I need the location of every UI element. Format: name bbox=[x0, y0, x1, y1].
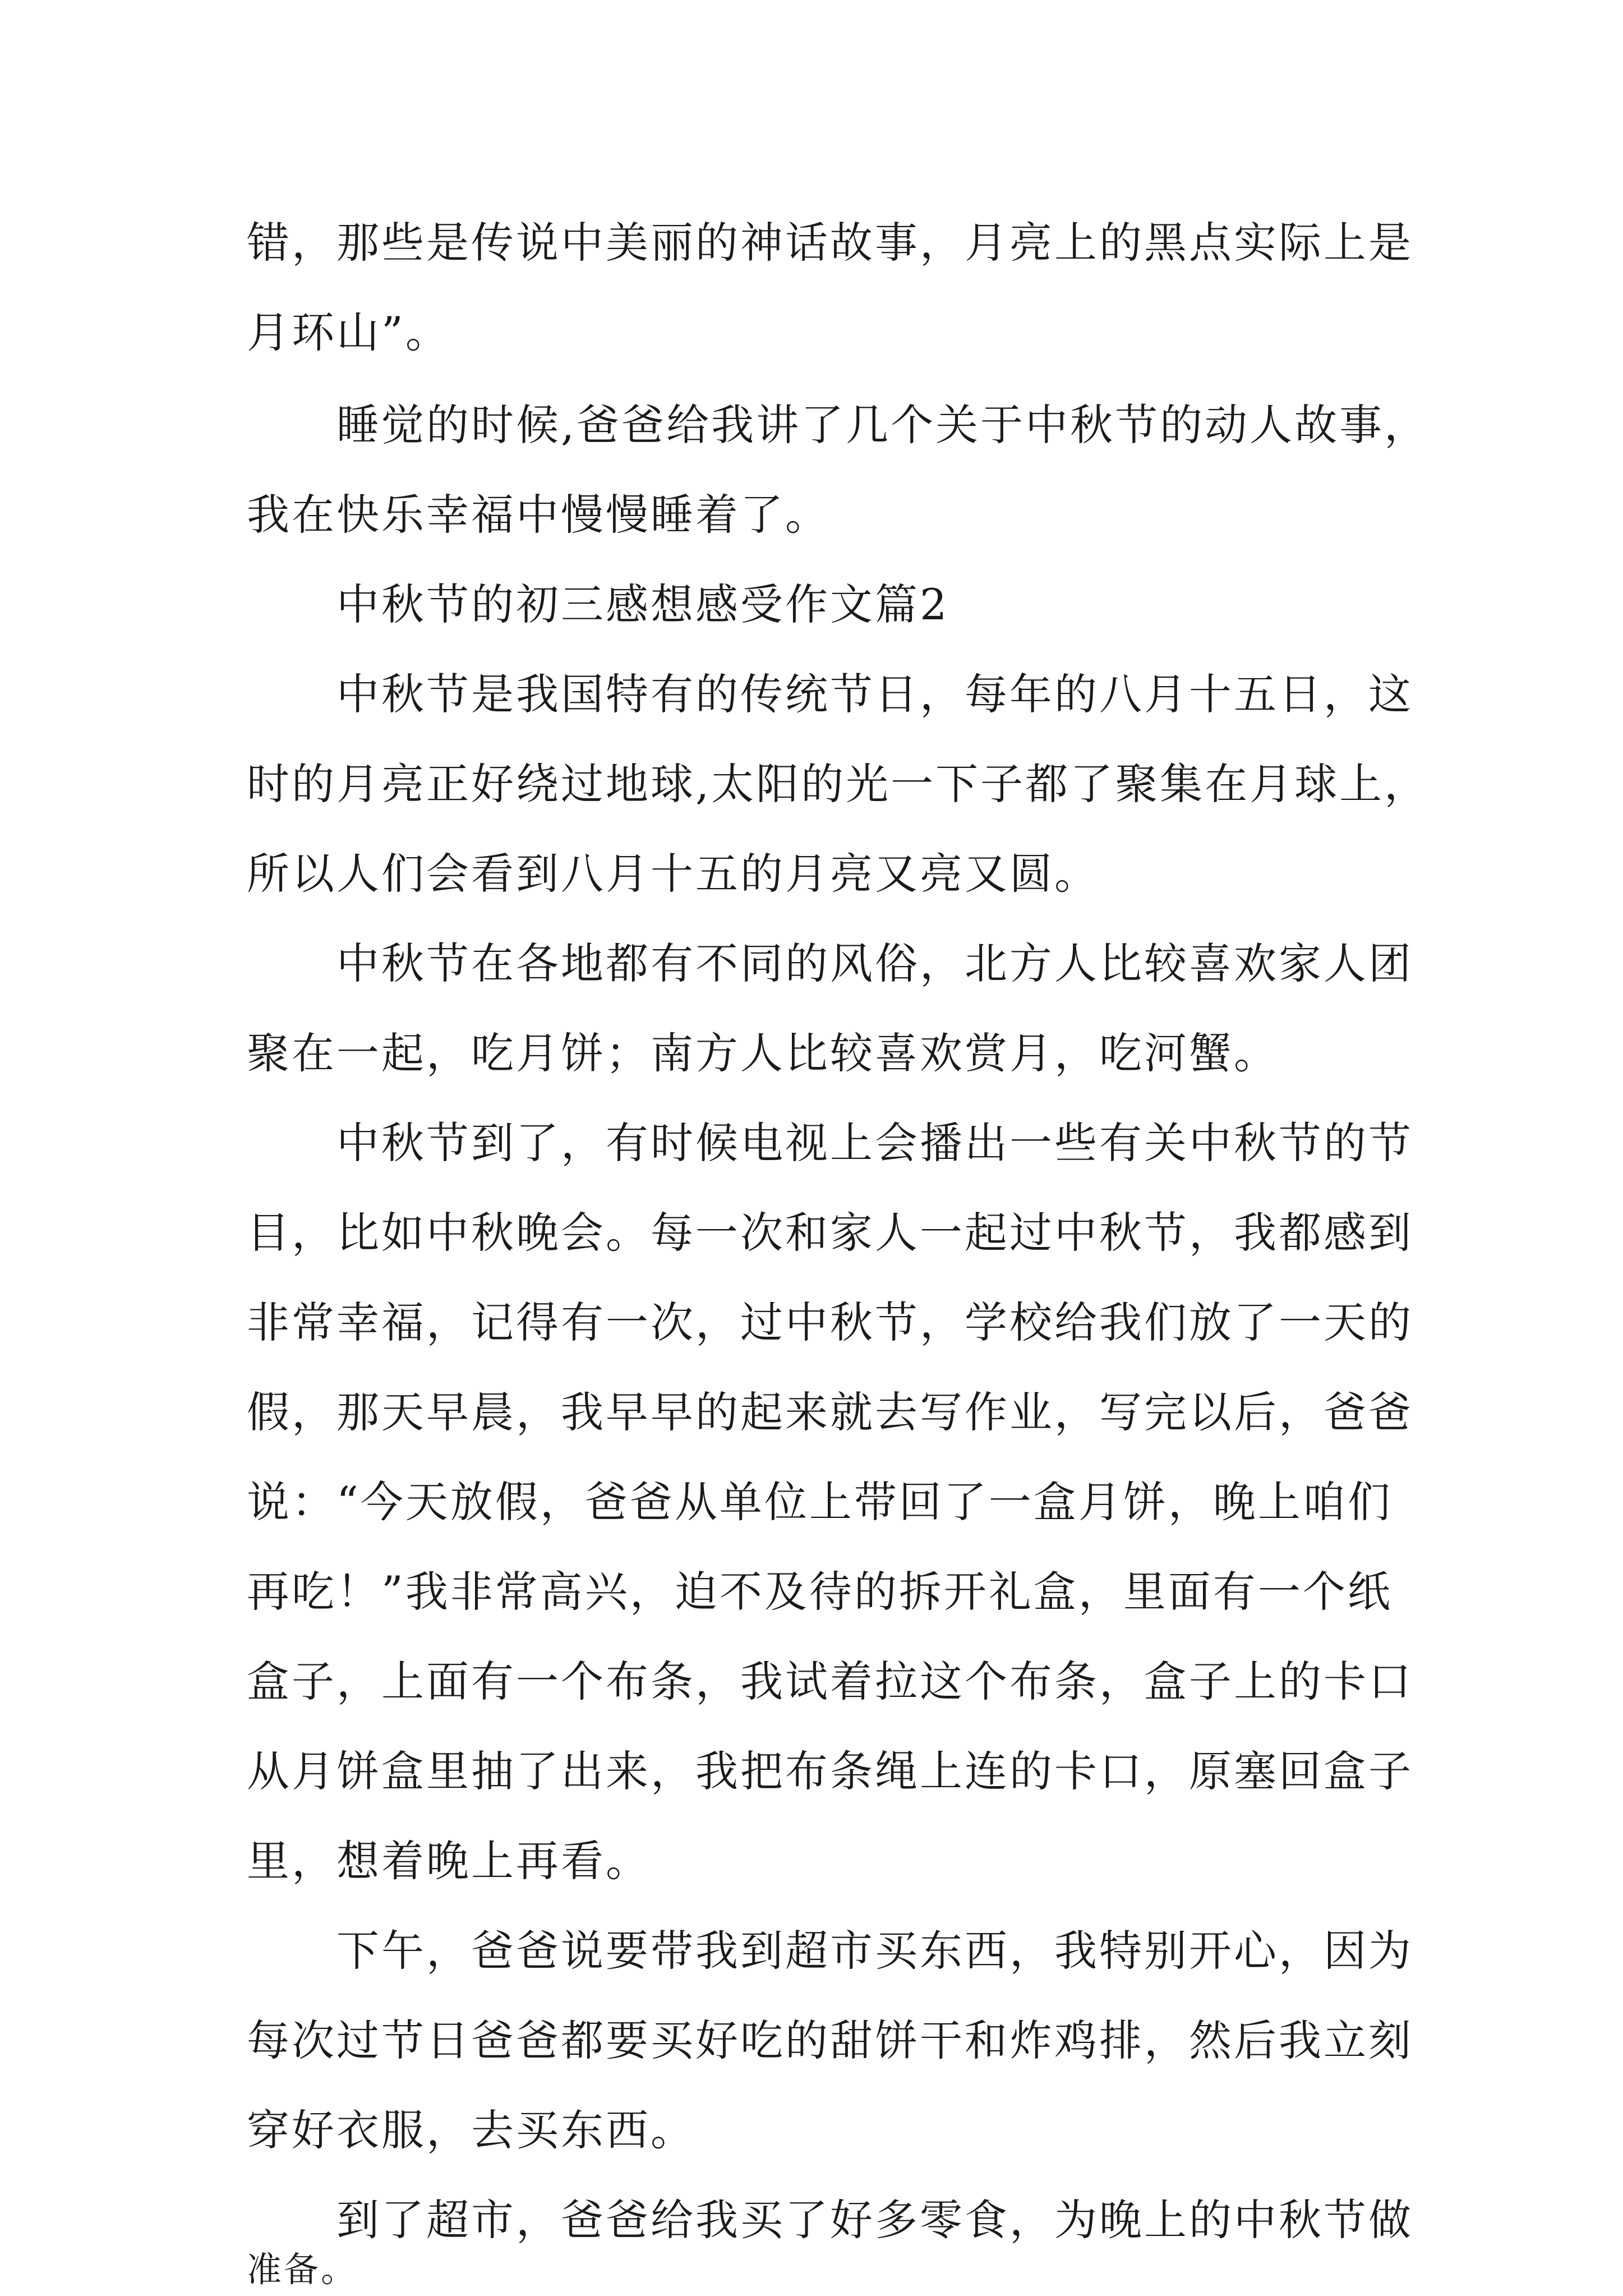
text-line: 穿好衣服，去买东西。 bbox=[247, 2105, 695, 2155]
text-line: 月环山”。 bbox=[247, 307, 450, 357]
paragraph-first-line: 中秋节是我国特有的传统节日，每年的八月十五日，这 bbox=[336, 669, 1413, 719]
text-line: 我在快乐幸福中慢慢睡着了。 bbox=[247, 490, 830, 540]
paragraph-first-line: 中秋节在各地都有不同的风俗，北方人比较喜欢家人团 bbox=[336, 938, 1413, 988]
paragraph-first-line: 下午，爸爸说要带我到超市买东西，我特别开心，因为 bbox=[336, 1926, 1413, 1976]
text-line: 所以人们会看到八月十五的月亮又亮又圆。 bbox=[247, 849, 1099, 899]
paragraph-first-line: 睡觉的时候,爸爸给我讲了几个关于中秋节的动人故事， bbox=[336, 400, 1430, 450]
text-line: 非常幸福，记得有一次，过中秋节，学校给我们放了一天的 bbox=[247, 1297, 1413, 1347]
text-line: 错，那些是传说中美丽的神话故事，月亮上的黑点实际上是 bbox=[247, 218, 1413, 268]
paragraph-first-line: 中秋节到了，有时候电视上会播出一些有关中秋节的节 bbox=[336, 1118, 1413, 1168]
text-line: 再吃！”我非常高兴，迫不及待的拆开礼盒，里面有一个纸 bbox=[247, 1567, 1393, 1617]
text-line: 从月饼盒里抽了出来，我把布条绳上连的卡口，原塞回盒子 bbox=[247, 1746, 1413, 1796]
paragraph-first-line: 到了超市，爸爸给我买了好多零食，为晚上的中秋节做 bbox=[336, 2195, 1413, 2245]
text-line: 聚在一起，吃月饼；南方人比较喜欢赏月，吃河蟹。 bbox=[247, 1028, 1279, 1078]
text-line: 假，那天早晨，我早早的起来就去写作业，写完以后，爸爸 bbox=[247, 1387, 1413, 1437]
text-line: 盒子，上面有一个布条，我试着拉这个布条，盒子上的卡口 bbox=[247, 1657, 1413, 1706]
text-line: 说：“今天放假，爸爸从单位上带回了一盒月饼，晚上咱们 bbox=[247, 1477, 1393, 1527]
text-line: 准备。 bbox=[247, 2249, 358, 2290]
text-line: 里，想着晚上再看。 bbox=[247, 1836, 651, 1886]
section-heading: 中秋节的初三感想感受作文篇2 bbox=[336, 579, 949, 629]
text-line: 时的月亮正好绕过地球,太阳的光一下子都了聚集在月球上， bbox=[247, 759, 1430, 809]
text-line: 目，比如中秋晚会。每一次和家人一起过中秋节，我都感到 bbox=[247, 1208, 1413, 1258]
text-line: 每次过节日爸爸都要买好吃的甜饼干和炸鸡排，然后我立刻 bbox=[247, 2016, 1413, 2065]
